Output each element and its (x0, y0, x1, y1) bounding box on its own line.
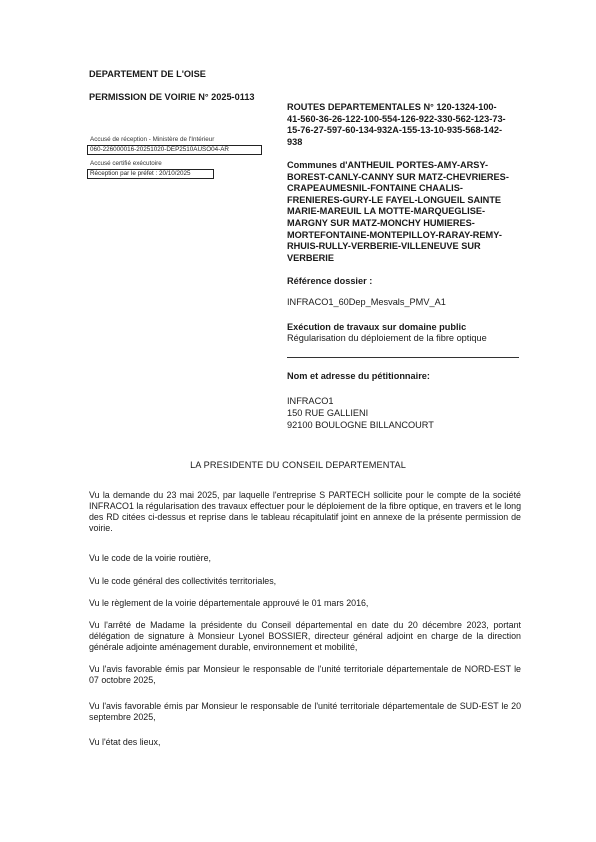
routes-line: 15-76-27-597-60-134-932A-155-13-10-935-568-142- (287, 125, 503, 135)
stamp-line-1: Accusé de réception - Ministère de l'Intérieur (90, 136, 215, 143)
paragraph-reglement: Vu le règlement de la voirie départementale approuvé le 01 mars 2016, (89, 598, 369, 608)
permission-number: PERMISSION DE VOIRIE N° 2025-0113 (89, 92, 255, 102)
address-line: 150 RUE GALLIENI (287, 408, 369, 418)
paragraph-avis-sud-est: Vu l'avis favorable émis par Monsieur le responsable de l'unité territoriale départementale de SUD-EST le 20 septembre 2025, (89, 701, 521, 722)
stamp-box-ar: 060-226000016-20251020-DEP2510AUSO04-AR (87, 145, 262, 155)
communes-line: VERBERIE (287, 252, 334, 263)
reference-value: INFRACO1_60Dep_Mesvals_PMV_A1 (287, 297, 446, 307)
departement-title: DEPARTEMENT DE L'OISE (89, 69, 206, 79)
travaux-subtitle: Régularisation du déploiement de la fibre optique (287, 333, 487, 343)
communes-block (287, 160, 547, 264)
communes-line: MORTEFONTAINE-MONTEPILLOY-RARAY-REMY- (287, 229, 502, 240)
paragraph-cgct: Vu le code général des collectivités territoriales, (89, 576, 277, 586)
stamp-line-3: Accusé certifié exécutoire (90, 160, 162, 167)
communes-line: MARIE-MAREUIL LA MOTTE-MARQUEGLISE- (287, 206, 486, 217)
address-line: 92100 BOULOGNE BILLANCOURT (287, 420, 434, 430)
paragraph-arrete: Vu l'arrêté de Madame la présidente du Conseil départemental en date du 20 décembre 2023, portant délégation de signature à Monsieur Lyonel BOSSIER, directeur général adjoint en charge de la direction générale adjointe aménagement durable, environnement et mobilité, (89, 620, 521, 652)
separator-line (287, 357, 519, 358)
communes-line: RHUIS-RULLY-VERBERIE-VILLENEUVE SUR (287, 241, 481, 252)
communes-line: FRENIERES-GURY-LE FAYEL-LONGUEIL SAINTE (287, 194, 502, 205)
communes-line: MARGNY SUR MATZ-MONCHY HUMIERES- (287, 217, 475, 228)
routes-line: 41-560-36-26-122-100-554-126-922-330-562-123-73- (287, 113, 506, 124)
president-title: LA PRESIDENTE DU CONSEIL DEPARTEMENTAL (190, 460, 406, 470)
communes-line: CRAPEAUMESNIL-FONTAINE CHAALIS- (287, 183, 463, 194)
address-line: INFRACO1 (287, 396, 334, 406)
paragraph-avis-nord-est: Vu l'avis favorable émis par Monsieur le responsable de l'unité territoriale départementale de NORD-EST le 07 octobre 2025, (89, 664, 521, 685)
routes-line: 938 (287, 136, 303, 147)
travaux-title: Exécution de travaux sur domaine public (287, 322, 467, 332)
petitionnaire-address (287, 395, 434, 431)
paragraph-etat-lieux: Vu l'état des lieux, (89, 737, 161, 747)
routes-block (287, 102, 537, 148)
paragraph-demande: Vu la demande du 23 mai 2025, par laquelle l'entreprise S PARTECH sollicite pour le compte de la société INFRACO1 la régularisation des travaux effectuer pour le déploiement de la fibre optique, en travers et le long des RD citées ci-dessus et reprise dans le tableau récapitulatif joint en annexe de la présente permission de voirie. (89, 490, 521, 533)
petitionnaire-label: Nom et adresse du pétitionnaire: (287, 371, 430, 381)
reference-label: Référence dossier : (287, 276, 373, 286)
communes-line: Communes d'ANTHEUIL PORTES-AMY-ARSY- (287, 160, 489, 170)
routes-line: ROUTES DEPARTEMENTALES N° 120-1324-100- (287, 102, 497, 112)
paragraph-code-voirie: Vu le code de la voirie routière, (89, 553, 212, 563)
communes-line: BOREST-CANLY-CANNY SUR MATZ-CHEVRIERES- (287, 171, 509, 182)
stamp-box-reception: Réception par le préfet : 20/10/2025 (87, 169, 214, 179)
